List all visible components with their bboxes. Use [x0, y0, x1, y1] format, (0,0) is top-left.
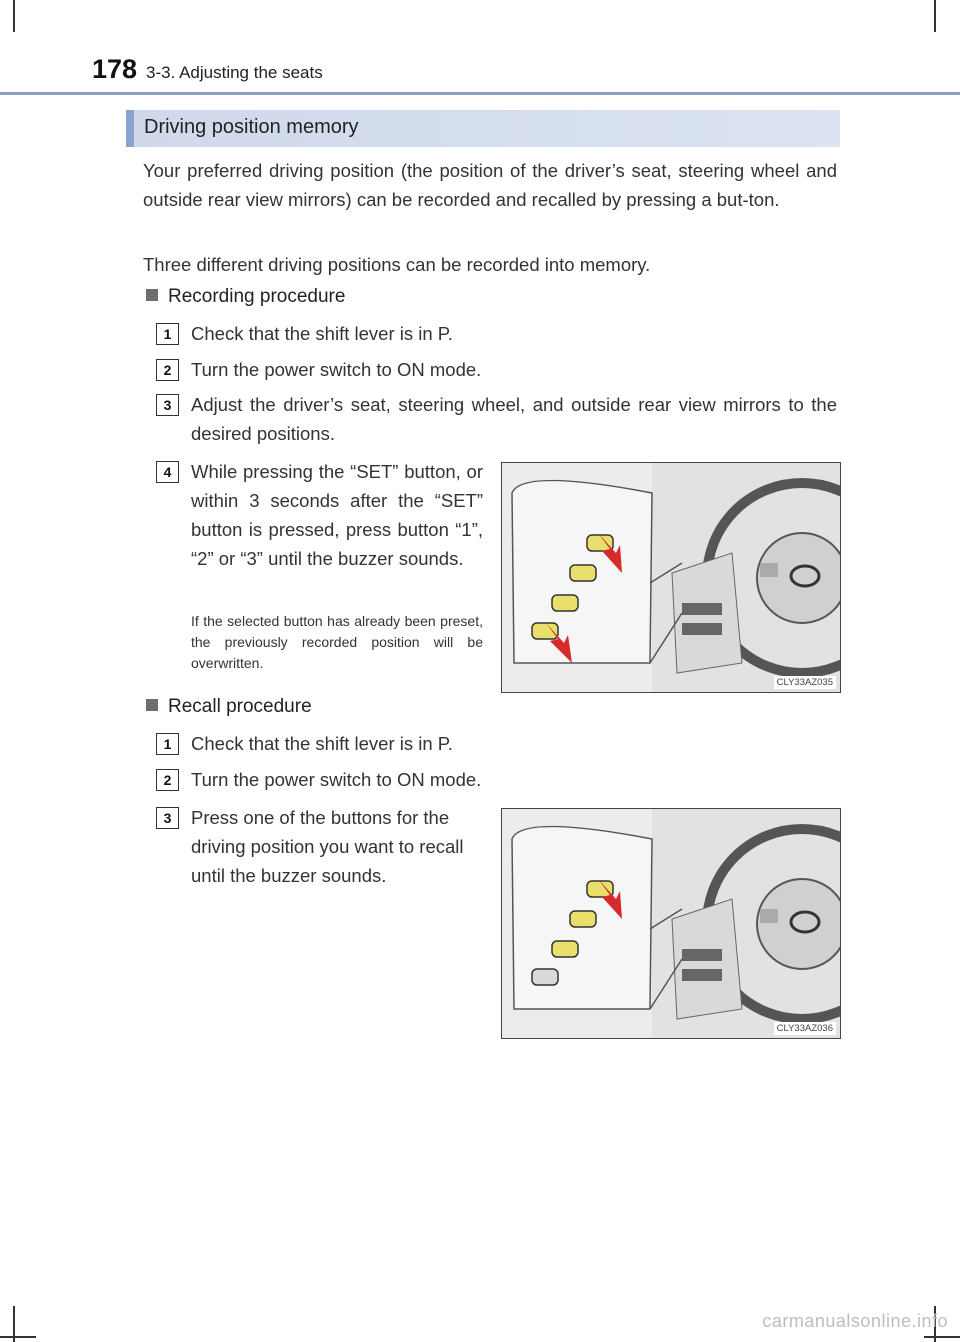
step-number: 2: [156, 359, 179, 381]
step-text: Turn the power switch to ON mode.: [191, 769, 482, 790]
step-number: 4: [156, 461, 179, 483]
memory-buttons-figure-set: [501, 462, 841, 693]
step-text: Adjust the driver’s seat, steering wheel, and outside rear view mirrors to the desired positions.: [191, 394, 837, 444]
header-rule: [0, 92, 960, 95]
step-text: While pressing the “SET” button, or within 3 seconds after the “SET” button is pressed, press button “1”, “2” or “3” until the buzzer sounds.: [191, 461, 483, 569]
section-title-bar: [126, 110, 840, 147]
crop-mark: [13, 0, 15, 32]
door-panel-illustration: [502, 809, 841, 1039]
step-number: 2: [156, 769, 179, 791]
step-text: Check that the shift lever is in P.: [191, 733, 453, 754]
step-number: 1: [156, 733, 179, 755]
crop-mark: [934, 0, 936, 32]
figure-code: CLY33AZ035: [774, 676, 836, 689]
bullet-square: [146, 289, 158, 301]
section-title: Driving position memory: [144, 116, 359, 138]
recording-heading-text: Recording procedure: [168, 286, 346, 307]
watermark: carmanualsonline.info: [762, 1311, 948, 1331]
door-panel-illustration: [502, 463, 841, 693]
note-text: If the selected button has already been preset, the previously recorded position will be overwritten.: [191, 613, 483, 671]
crop-mark: [924, 1336, 960, 1338]
intro-paragraph: Three different driving positions can be recorded into memory.: [143, 254, 651, 275]
recall-heading: [146, 696, 312, 718]
step-text: Check that the shift lever is in P.: [191, 323, 453, 344]
recall-heading-text: Recall procedure: [168, 696, 312, 717]
intro-paragraph: Your preferred driving position (the position of the driver’s seat, steering wheel and outside rear view mirrors) can be recorded and recalled by pressing a but-ton.: [143, 160, 837, 210]
step-number: 1: [156, 323, 179, 345]
step-number: 3: [156, 807, 179, 829]
step-text: Press one of the buttons for the driving position you want to recall until the buzzer sounds.: [191, 807, 464, 886]
step-number: 3: [156, 394, 179, 416]
memory-buttons-figure-recall: [501, 808, 841, 1039]
chapter-title: 3-3. Adjusting the seats: [146, 63, 323, 82]
page-number: 178: [92, 54, 138, 84]
figure-code: CLY33AZ036: [774, 1022, 836, 1035]
bullet-square: [146, 699, 158, 711]
recording-heading: [146, 286, 345, 308]
crop-mark: [0, 1336, 36, 1338]
step-text: Turn the power switch to ON mode.: [191, 359, 482, 380]
